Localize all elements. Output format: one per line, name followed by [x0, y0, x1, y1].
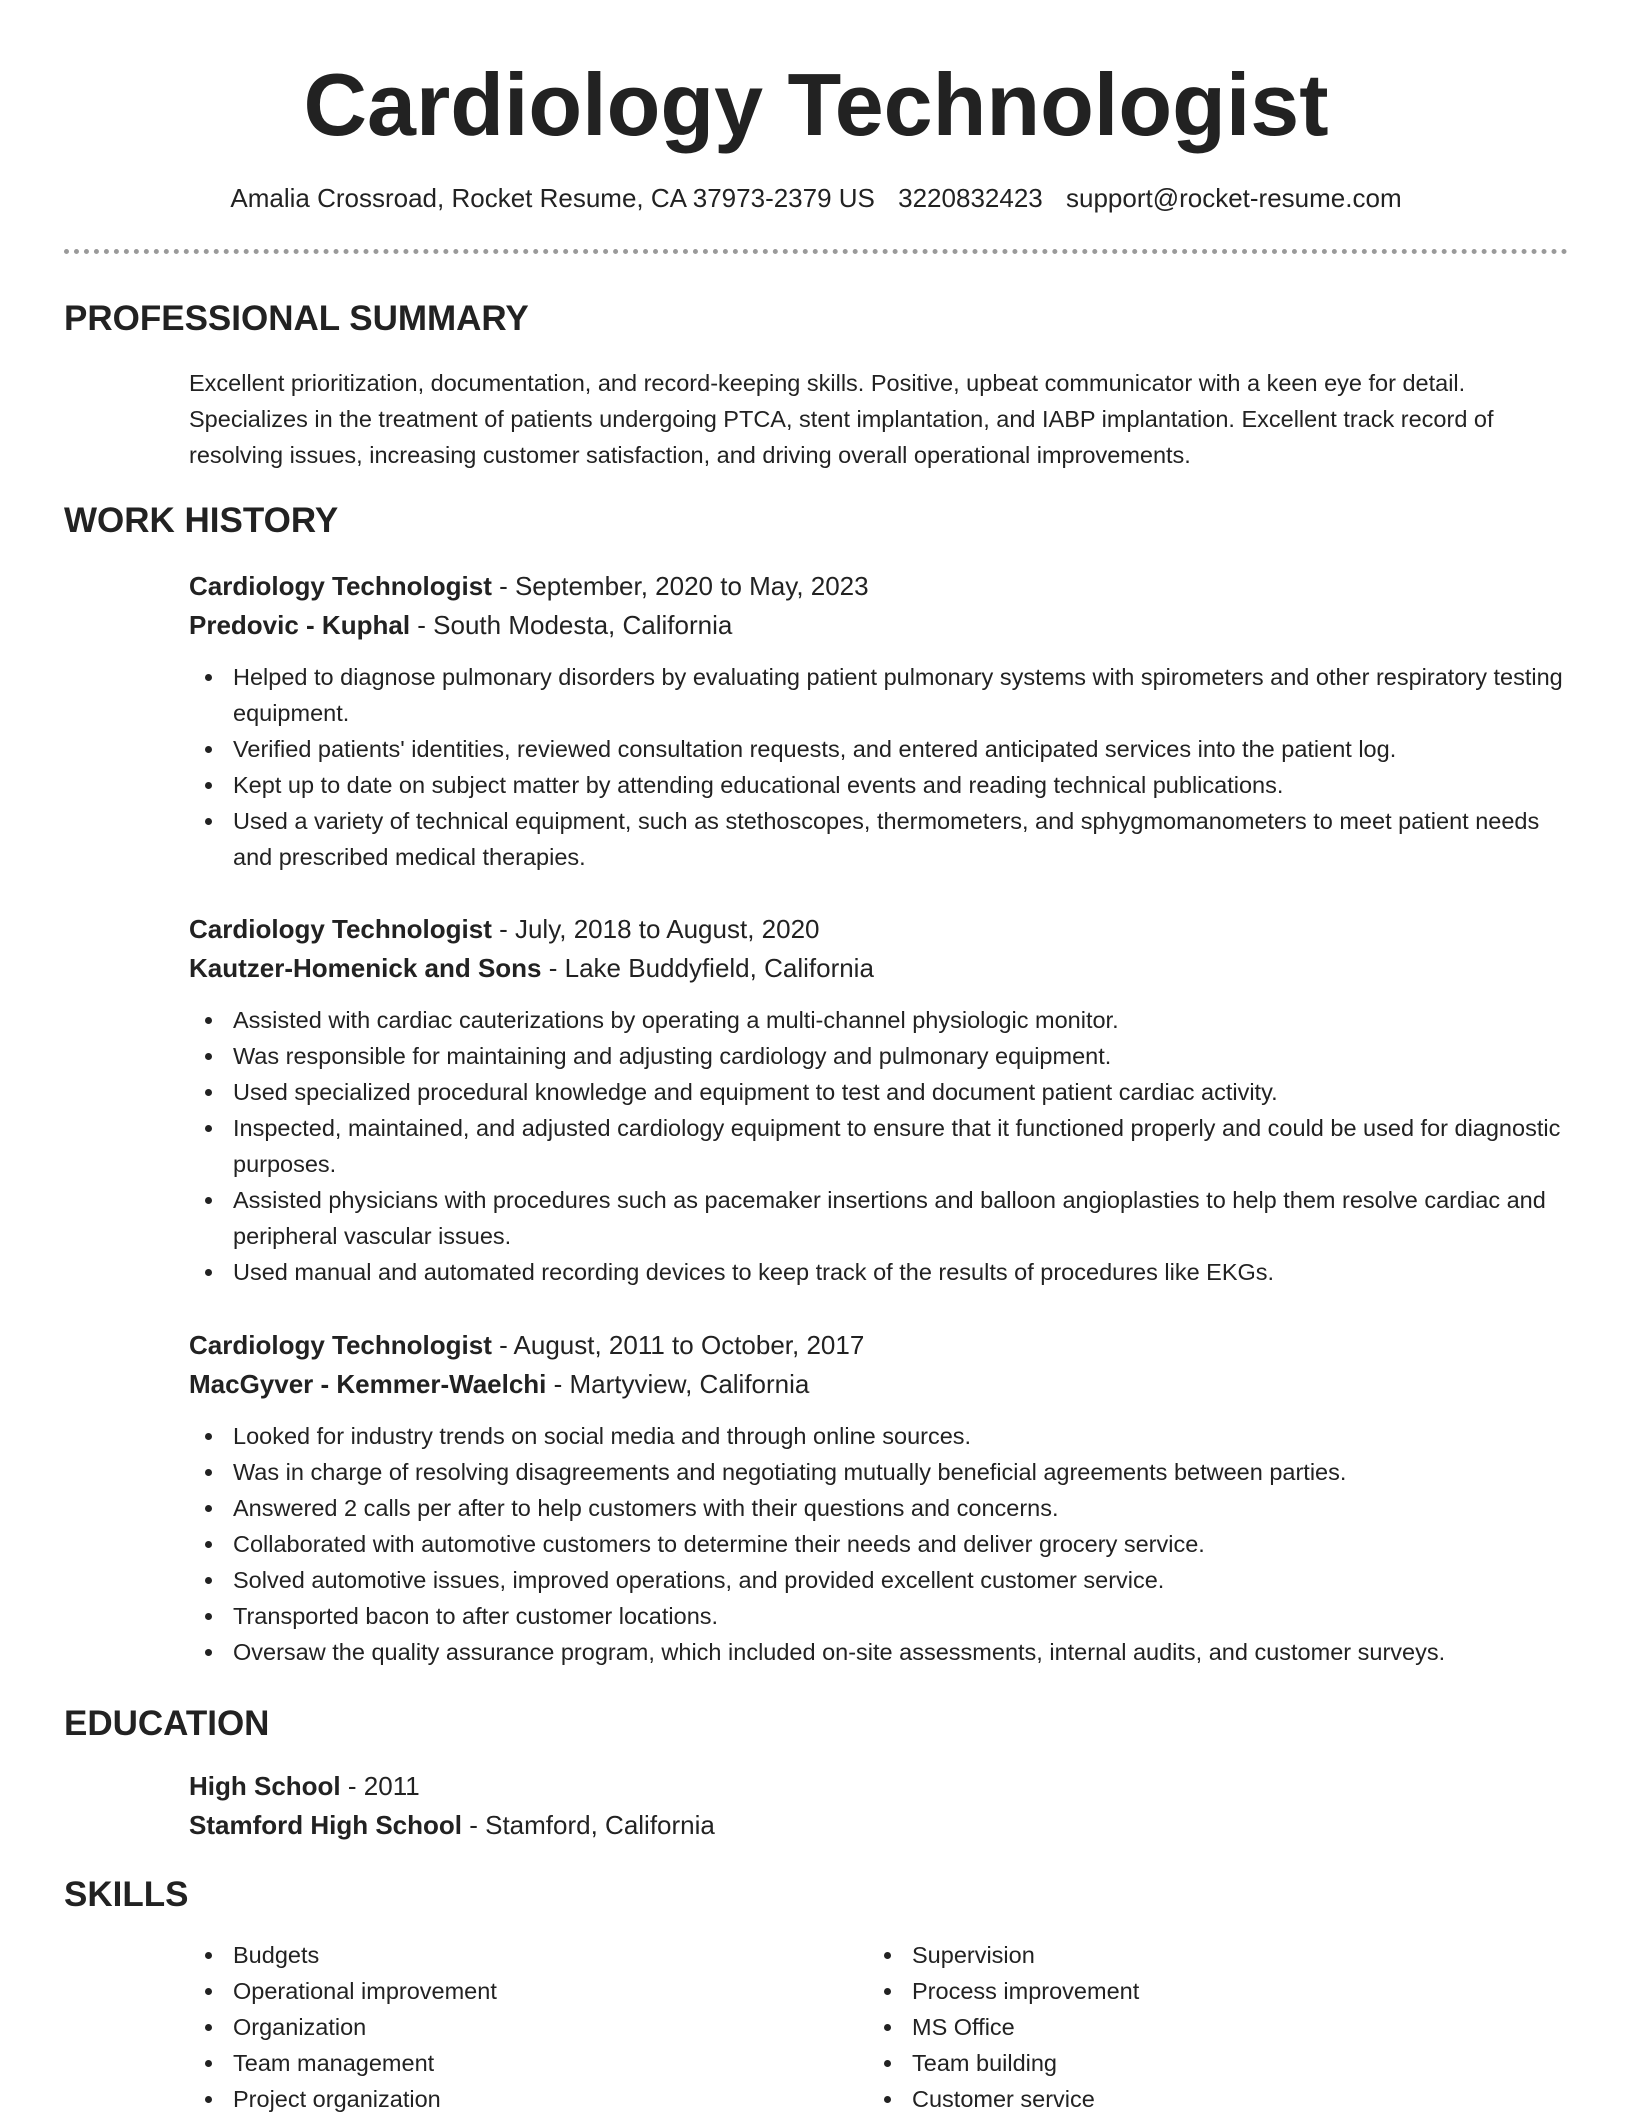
job-title: Cardiology Technologist: [189, 571, 492, 601]
job-company: Predovic - Kuphal: [189, 610, 411, 640]
job-dates: - September, 2020 to May, 2023: [491, 571, 869, 601]
job-title-line: [189, 1326, 1569, 1365]
summary-text: Excellent prioritization, documentation, and record-keeping skills. Positive, upbeat communicator with a keen eye for detail. Specializes in the treatment of patients undergoing PTCA, stent implantation, and IABP implantation. Excellent track record of resolving issues, increasing customer satisfaction, and driving overall operational improvements.: [189, 370, 1494, 468]
list-item: Project organization: [233, 2081, 868, 2112]
list-item: Assisted with cardiac cauterizations by operating a multi-channel physiologic monitor.: [233, 1002, 1569, 1038]
list-item: Used a variety of technical equipment, such as stethoscopes, thermometers, and sphygmomanometers to meet patient needs and prescribed medical therapies.: [233, 803, 1569, 875]
list-item: Supervision: [912, 1937, 1547, 1973]
job-title: Cardiology Technologist: [189, 1330, 492, 1360]
job-bullets: [189, 1418, 1569, 1670]
skills-column-right: [868, 1937, 1547, 2112]
skills-column-left: [189, 1937, 868, 2112]
job-company-line: [189, 606, 1569, 645]
education-heading: EDUCATION: [64, 1704, 270, 1743]
list-item: Used manual and automated recording devices to keep track of the results of procedures like EKGs.: [233, 1254, 1569, 1290]
job-location: - South Modesta, California: [410, 610, 733, 640]
list-item: Used specialized procedural knowledge and equipment to test and document patient cardiac activity.: [233, 1074, 1569, 1110]
list-item: Answered 2 calls per after to help customers with their questions and concerns.: [233, 1490, 1569, 1526]
list-item: Looked for industry trends on social media and through online sources.: [233, 1418, 1569, 1454]
resume-title: Cardiology Technologist: [303, 55, 1329, 154]
job-title: Cardiology Technologist: [189, 914, 492, 944]
list-item: Process improvement: [912, 1973, 1547, 2009]
job-company-line: [189, 949, 1569, 988]
job-location: - Martyview, California: [546, 1369, 810, 1399]
list-item: Transported bacon to after customer locations.: [233, 1598, 1569, 1634]
list-item: Customer service: [912, 2081, 1547, 2112]
list-item: Budgets: [233, 1937, 868, 1973]
job-dates: - July, 2018 to August, 2020: [491, 914, 820, 944]
header-divider: [64, 249, 1568, 254]
list-item: Team management: [233, 2045, 868, 2081]
job-title-line: [189, 567, 1569, 606]
job-entry: [189, 910, 1569, 1290]
skills-list: [189, 1937, 1569, 2112]
list-item: Operational improvement: [233, 1973, 868, 2009]
contact-email: support@rocket-resume.com: [1065, 183, 1402, 213]
education-school-line: [189, 1806, 1569, 1845]
job-company: Kautzer-Homenick and Sons: [189, 953, 542, 983]
list-item: MS Office: [912, 2009, 1547, 2045]
education-school: Stamford High School: [189, 1810, 462, 1840]
summary-heading: PROFESSIONAL SUMMARY: [64, 299, 529, 338]
education-degree: High School: [189, 1771, 341, 1801]
contact-phone: 3220832423: [898, 183, 1043, 213]
job-dates: - August, 2011 to October, 2017: [491, 1330, 865, 1360]
contact-address: Amalia Crossroad, Rocket Resume, CA 37973-2379 US: [230, 183, 875, 213]
education-year: - 2011: [340, 1771, 420, 1801]
education-location: - Stamford, California: [462, 1810, 715, 1840]
list-item: Solved automotive issues, improved operations, and provided excellent customer service.: [233, 1562, 1569, 1598]
list-item: Was in charge of resolving disagreements and negotiating mutually beneficial agreements between parties.: [233, 1454, 1569, 1490]
job-company: MacGyver - Kemmer-Waelchi: [189, 1369, 547, 1399]
job-title-line: [189, 910, 1569, 949]
job-entry: [189, 1326, 1569, 1670]
list-item: Assisted physicians with procedures such as pacemaker insertions and balloon angioplasties to help them resolve cardiac and peripheral vascular issues.: [233, 1182, 1569, 1254]
job-location: - Lake Buddyfield, California: [541, 953, 874, 983]
job-bullets: [189, 659, 1569, 875]
list-item: Oversaw the quality assurance program, which included on-site assessments, internal audits, and customer surveys.: [233, 1634, 1569, 1670]
skills-heading: SKILLS: [64, 1875, 189, 1914]
list-item: Was responsible for maintaining and adjusting cardiology and pulmonary equipment.: [233, 1038, 1569, 1074]
job-company-line: [189, 1365, 1569, 1404]
education-degree-line: [189, 1767, 1569, 1806]
list-item: Organization: [233, 2009, 868, 2045]
contact-info: [0, 180, 1632, 216]
list-item: Kept up to date on subject matter by attending educational events and reading technical publications.: [233, 767, 1569, 803]
list-item: Team building: [912, 2045, 1547, 2081]
education-entry: [189, 1767, 1569, 1845]
list-item: Verified patients' identities, reviewed consultation requests, and entered anticipated services into the patient log.: [233, 731, 1569, 767]
list-item: Helped to diagnose pulmonary disorders by evaluating patient pulmonary systems with spirometers and other respiratory testing equipment.: [233, 659, 1569, 731]
list-item: Collaborated with automotive customers to determine their needs and deliver grocery service.: [233, 1526, 1569, 1562]
job-bullets: [189, 1002, 1569, 1290]
job-entry: [189, 567, 1569, 875]
work-history-heading: WORK HISTORY: [64, 501, 339, 540]
list-item: Inspected, maintained, and adjusted cardiology equipment to ensure that it functioned properly and could be used for diagnostic purposes.: [233, 1110, 1569, 1182]
